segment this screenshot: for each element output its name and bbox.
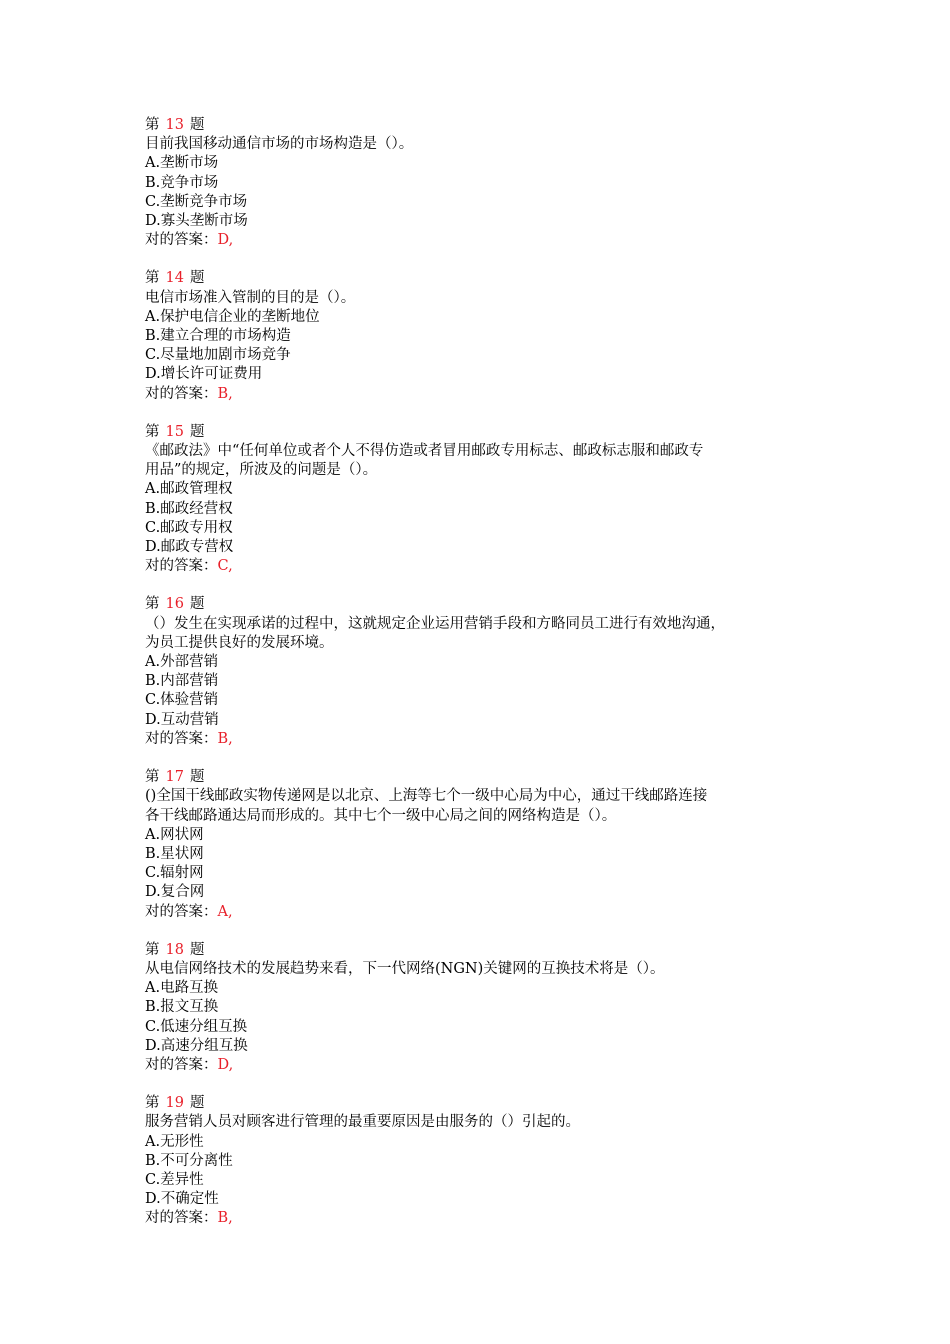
question-header bbox=[145, 423, 815, 442]
answer-option: B.内部营销 bbox=[145, 673, 219, 690]
answer-option: C.尽量地加剧市场竞争 bbox=[145, 347, 291, 364]
question-stem: 从电信网络技术的发展趋势来看，下一代网络(NGN)关键网的互换技术将是（）。 bbox=[145, 960, 665, 977]
question-block bbox=[145, 768, 815, 922]
question-number: 17 bbox=[165, 769, 184, 786]
correct-answer-line bbox=[145, 730, 815, 749]
question-header bbox=[145, 595, 815, 614]
answer-option: A.外部营销 bbox=[145, 654, 219, 671]
question-number: 14 bbox=[165, 270, 184, 287]
question-stem: 用品”的规定，所波及的问题是（）。 bbox=[145, 462, 378, 479]
question-prefix: 第 bbox=[145, 423, 160, 440]
answer-option: C.低速分组互换 bbox=[145, 1018, 248, 1035]
correct-answer-line bbox=[145, 1056, 815, 1075]
correct-answer-line bbox=[145, 903, 815, 922]
answer-option: D.高速分组互换 bbox=[145, 1037, 248, 1054]
question-number: 18 bbox=[165, 941, 184, 958]
answer-label: 对的答案： bbox=[145, 1056, 218, 1073]
question-prefix: 第 bbox=[145, 270, 160, 287]
question-block bbox=[145, 941, 815, 1075]
answer-option: A.垄断市场 bbox=[145, 155, 219, 172]
answer-value: A, bbox=[217, 903, 233, 920]
answer-option: B.星状网 bbox=[145, 845, 204, 862]
answer-label: 对的答案： bbox=[145, 1210, 218, 1227]
answer-option: B.邮政经营权 bbox=[145, 500, 233, 517]
answer-option: B.报文互换 bbox=[145, 999, 219, 1016]
question-suffix: 题 bbox=[189, 270, 205, 287]
question-stem: 目前我国移动通信市场的市场构造是（）。 bbox=[145, 136, 414, 153]
question-stem: 服务营销人员对顾客进行管理的最重要原因是由服务的（）引起的。 bbox=[145, 1114, 580, 1131]
answer-option: D.复合网 bbox=[145, 884, 205, 901]
question-suffix: 题 bbox=[189, 423, 205, 440]
question-block bbox=[145, 116, 815, 250]
question-stem: （）发生在实现承诺的过程中，这就规定企业运用营销手段和方略同员工进行有效地沟通， bbox=[145, 615, 725, 632]
correct-answer-line bbox=[145, 557, 815, 576]
answer-option: A.网状网 bbox=[145, 826, 204, 843]
question-header bbox=[145, 116, 815, 135]
answer-option: B.不可分离性 bbox=[145, 1152, 233, 1169]
question-prefix: 第 bbox=[145, 117, 160, 133]
question-number: 15 bbox=[165, 423, 184, 440]
question-stem: 《邮政法》中“任何单位或者个人不得仿造或者冒用邮政专用标志、邮政标志服和邮政专 bbox=[145, 443, 704, 460]
answer-option: C.邮政专用权 bbox=[145, 519, 233, 536]
question-number: 16 bbox=[165, 596, 184, 613]
answer-option: A.电路互换 bbox=[145, 980, 219, 997]
question-block bbox=[145, 595, 815, 749]
answer-value: B, bbox=[217, 1210, 233, 1227]
question-prefix: 第 bbox=[145, 1095, 160, 1112]
question-header bbox=[145, 1094, 815, 1113]
answer-option: A.保护电信企业的垄断地位 bbox=[145, 308, 320, 325]
question-stem: 各干线邮路通达局而形成的。其中七个一级中心局之间的网络构造是（）。 bbox=[145, 807, 617, 824]
answer-value: C, bbox=[217, 558, 233, 575]
question-header bbox=[145, 768, 815, 787]
question-header bbox=[145, 941, 815, 960]
question-prefix: 第 bbox=[145, 769, 160, 786]
correct-answer-line bbox=[145, 231, 815, 250]
answer-label: 对的答案： bbox=[145, 232, 218, 249]
answer-option: D.增长许可证费用 bbox=[145, 366, 263, 383]
question-suffix: 题 bbox=[189, 596, 205, 613]
answer-option: C.体验营销 bbox=[145, 692, 219, 709]
question-number: 13 bbox=[165, 117, 184, 133]
question-suffix: 题 bbox=[189, 1095, 205, 1112]
question-stem: ()全国干线邮政实物传递网是以北京、上海等七个一级中心局为中心，通过干线邮路连接 bbox=[145, 788, 708, 805]
answer-label: 对的答案： bbox=[145, 903, 218, 920]
answer-option: D.互动营销 bbox=[145, 711, 219, 728]
answer-option: A.无形性 bbox=[145, 1133, 204, 1150]
question-header bbox=[145, 269, 815, 288]
answer-option: D.寡头垄断市场 bbox=[145, 213, 248, 230]
answer-option: A.邮政管理权 bbox=[145, 481, 233, 498]
answer-option: B.建立合理的市场构造 bbox=[145, 328, 291, 345]
question-block bbox=[145, 269, 815, 403]
answer-option: B.竞争市场 bbox=[145, 174, 219, 191]
answer-value: B, bbox=[217, 385, 233, 402]
answer-value: B, bbox=[217, 730, 233, 747]
question-number: 19 bbox=[165, 1095, 184, 1112]
answer-label: 对的答案： bbox=[145, 558, 218, 575]
question-stem: 为员工提供良好的发展环境。 bbox=[145, 634, 334, 651]
answer-value: D, bbox=[217, 232, 234, 249]
question-stem: 电信市场准入管制的目的是（）。 bbox=[145, 289, 356, 306]
answer-value: D, bbox=[217, 1056, 234, 1073]
answer-label: 对的答案： bbox=[145, 730, 218, 747]
question-suffix: 题 bbox=[189, 117, 205, 133]
correct-answer-line bbox=[145, 1209, 815, 1228]
answer-option: D.不确定性 bbox=[145, 1191, 219, 1208]
question-suffix: 题 bbox=[189, 941, 205, 958]
question-suffix: 题 bbox=[189, 769, 205, 786]
question-block bbox=[145, 423, 815, 577]
correct-answer-line bbox=[145, 385, 815, 404]
question-block bbox=[145, 1094, 815, 1228]
question-list bbox=[145, 116, 815, 1248]
answer-option: C.差异性 bbox=[145, 1171, 204, 1188]
answer-option: C.垄断竞争市场 bbox=[145, 193, 248, 210]
answer-option: D.邮政专营权 bbox=[145, 539, 234, 556]
question-prefix: 第 bbox=[145, 941, 160, 958]
answer-option: C.辐射网 bbox=[145, 865, 204, 882]
question-prefix: 第 bbox=[145, 596, 160, 613]
answer-label: 对的答案： bbox=[145, 385, 218, 402]
